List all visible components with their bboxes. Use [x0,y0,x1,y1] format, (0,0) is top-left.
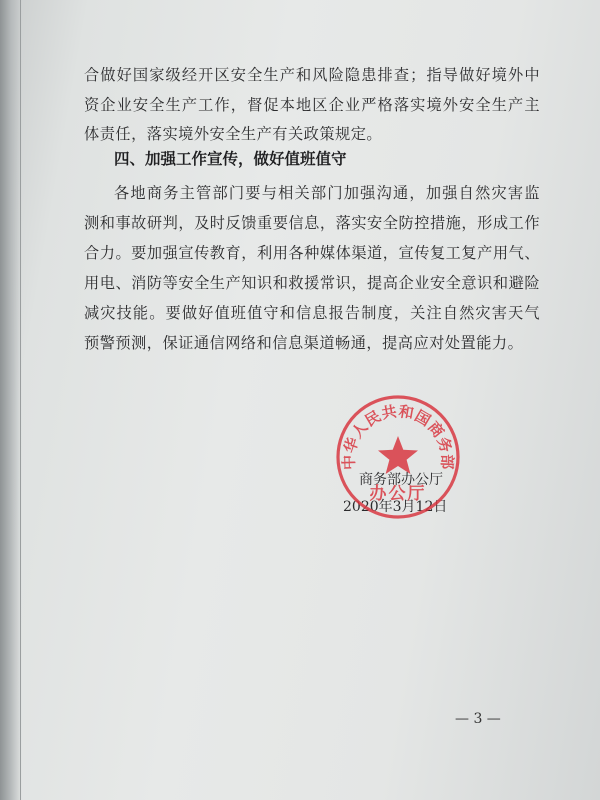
body-line-4: 用电、消防等安全生产知识和救援常识，提高企业安全意识和避险 [84,274,540,292]
official-seal-stamp [333,392,463,522]
section-heading: 四、加强工作宣传，做好值班值守 [114,150,347,168]
page-edge [20,0,21,800]
issue-date: 2020年3月12日 [343,499,448,515]
seal-arc-text: 中华人民共和国商务部 [339,402,457,471]
page-number: — 3 — [455,711,501,727]
body-line-6: 预警预测，保证通信网络和信息渠道畅通，提高应对处置能力。 [84,334,524,352]
body-line-2: 测和事故研判，及时反馈重要信息，落实安全防控措施，形成工作 [84,214,540,232]
paragraph-line-3: 体责任，落实境外安全生产有关政策规定。 [84,125,383,143]
issuer-signature: 商务部办公厅 [359,472,443,488]
seal-star-icon [378,436,418,474]
body-line-3: 合力。要加强宣传教育，利用各种媒体渠道，宣传复工复产用气、 [84,244,540,262]
paragraph-line-1: 合做好国家级经开区安全生产和风险隐患排查；指导做好境外中 [84,66,540,84]
body-line-1: 各地商务主管部门要与相关部门加强沟通，加强自然灾害监 [114,184,540,202]
paragraph-line-2: 资企业安全生产工作，督促本地区企业严格落实境外安全生产主 [84,96,540,114]
seal-bottom-text: 办公厅 [369,484,427,504]
binding-shadow [0,0,22,800]
body-line-5: 减灾技能。要做好值班值守和信息报告制度，关注自然灾害天气 [84,304,540,322]
